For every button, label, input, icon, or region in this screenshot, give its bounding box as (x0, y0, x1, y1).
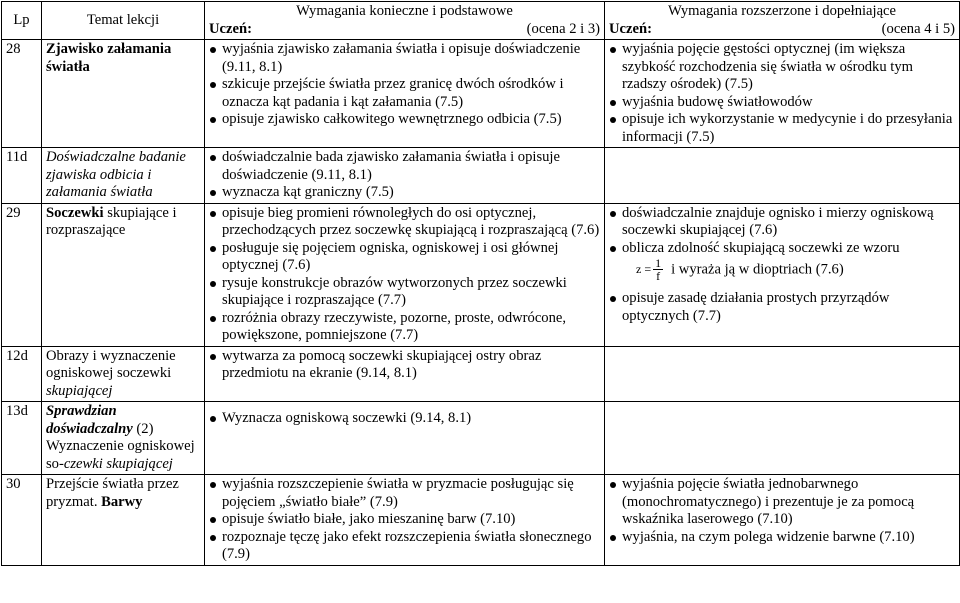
list-item: wyznacza kąt graniczny (7.5) (209, 184, 600, 202)
list-item: opisuje zjawisko całkowitego wewnętrznego odbicia (7.5) (209, 111, 600, 129)
row-ext (605, 346, 960, 402)
formula-numerator: 1 (655, 256, 662, 270)
row-basic (205, 203, 605, 346)
topic-text: Barwy (101, 493, 143, 510)
formula (636, 257, 663, 282)
list-item: opisuje bieg promieni równoległych do osi optycznej, przechodzących przez soczewkę skupiającą i rozpraszającą (7.6) (209, 205, 600, 240)
row-ext (605, 402, 960, 475)
row-topic (42, 346, 205, 402)
table-row (2, 346, 960, 402)
table-row (2, 203, 960, 346)
list-item: wytwarza za pomocą soczewki skupiającej ostry obraz przedmiotu na ekranie (9.14, 8.1) (209, 348, 600, 383)
list-item: Wyznacza ogniskową soczewki (9.14, 8.1) (209, 410, 600, 428)
list-item: rozróżnia obrazy rzeczywiste, pozorne, proste, odwrócone, powiększone, pomniejszone (7.7) (209, 310, 600, 345)
header-ext-title: Wymagania rozszerzone i dopełniające (667, 3, 897, 19)
topic-text: Sprawdzian doświadczalny (46, 403, 133, 437)
list-item: szkicuje przejście światła przez granicę dwóch ośrodków i oznacza kąt padania i kąt załamania (7.5) (209, 76, 600, 111)
row-ext (605, 203, 960, 346)
header-basic-title: Wymagania konieczne i podstawowe (296, 3, 513, 19)
header-basic-grade: (ocena 2 i 3) (526, 20, 600, 37)
list-item: wyjaśnia pojęcie światła jednobarwnego (monochromatycznego) i prezentuje je za pomocą wskaźnika laserowego (7.10) (609, 476, 955, 529)
topic-text: (2) Wyznaczenie ogniskowej so- (46, 420, 195, 472)
formula-line (609, 257, 955, 282)
row-lp: 28 (2, 40, 42, 148)
row-lp: 12d (2, 346, 42, 402)
list-item: wyjaśnia pojęcie gęstości optycznej (im większa szybkość rozchodzenia się światła w ośrodku tym rzadszy ośrodek) (7.5) (609, 41, 955, 94)
row-lp: 11d (2, 148, 42, 204)
curriculum-table (1, 1, 960, 566)
list-item: opisuje zasadę działania prostych przyrządów optycznych (7.7) (609, 290, 955, 325)
table-row (2, 402, 960, 475)
topic-text: Obrazy i wyznaczenie ogniskowej soczewki (46, 347, 176, 381)
formula-denominator: f (656, 269, 661, 283)
row-basic (205, 346, 605, 402)
row-basic (205, 40, 605, 148)
row-lp: 30 (2, 475, 42, 566)
list-item: wyjaśnia zjawisko załamania światła i opisuje doświadczenie (9.11, 8.1) (209, 41, 600, 76)
row-lp: 29 (2, 203, 42, 346)
row-topic (42, 402, 205, 475)
row-ext (605, 40, 960, 148)
list-item: posługuje się pojęciem ogniska, ogniskowej i osi głównej optycznej (7.6) (209, 240, 600, 275)
list-item: oblicza zdolność skupiającą soczewki ze wzoru (609, 240, 955, 258)
row-topic (42, 203, 205, 346)
list-item: doświadczalnie bada zjawisko załamania światła i opisuje doświadczenie (9.11, 8.1) (209, 149, 600, 184)
formula-lhs: z = (636, 262, 652, 277)
row-topic (42, 40, 205, 148)
header-ext (605, 2, 960, 40)
list-item: doświadczalnie znajduje ognisko i mierzy ogniskową soczewki skupiającej (7.6) (609, 205, 955, 240)
list-item: rozpoznaje tęczę jako efekt rozszczepienia światła słonecznego (7.9) (209, 529, 600, 564)
list-item: opisuje ich wykorzystanie w medycynie i do przesyłania informacji (7.5) (609, 111, 955, 146)
header-topic: Temat lekcji (42, 2, 205, 40)
topic-text: i załamania światła (46, 166, 153, 200)
formula-text: i wyraża ją w dioptriach (7.6) (671, 261, 844, 278)
topic-text: Przejście światła przez pryzmat. (46, 476, 179, 510)
header-ext-student: Uczeń: (609, 20, 652, 37)
topic-text: Doświadczalne badanie zjawiska odbicia (46, 149, 186, 183)
list-item: wyjaśnia budowę światłowodów (609, 94, 955, 112)
row-basic (205, 475, 605, 566)
table-row (2, 148, 960, 204)
header-ext-grade: (ocena 4 i 5) (881, 20, 955, 37)
row-ext (605, 475, 960, 566)
list-item: rysuje konstrukcje obrazów wytworzonych przez soczewki skupiające i rozpraszające (7.7) (209, 275, 600, 310)
topic-text: skupiającej (46, 382, 113, 399)
header-row (2, 2, 960, 40)
row-topic (42, 475, 205, 566)
table-row (2, 40, 960, 148)
topic-text: skupiające i rozpraszające (46, 204, 177, 238)
row-ext (605, 148, 960, 204)
topic-text: czewki skupiającej (63, 455, 173, 472)
topic-text: Soczewki (46, 204, 104, 221)
list-item: wyjaśnia rozszczepienie światła w pryzmacie posługując się pojęciem „światło białe” (7.9) (209, 476, 600, 511)
header-basic-student: Uczeń: (209, 20, 252, 37)
table-row (2, 475, 960, 566)
list-item: wyjaśnia, na czym polega widzenie barwne (7.10) (609, 529, 955, 547)
header-lp: Lp (2, 2, 42, 40)
topic-text: Zjawisko załamania światła (46, 41, 172, 75)
list-item: opisuje światło białe, jako mieszaninę barw (7.10) (209, 511, 600, 529)
row-basic (205, 148, 605, 204)
header-basic (205, 2, 605, 40)
row-lp: 13d (2, 402, 42, 475)
row-topic (42, 148, 205, 204)
row-basic (205, 402, 605, 475)
